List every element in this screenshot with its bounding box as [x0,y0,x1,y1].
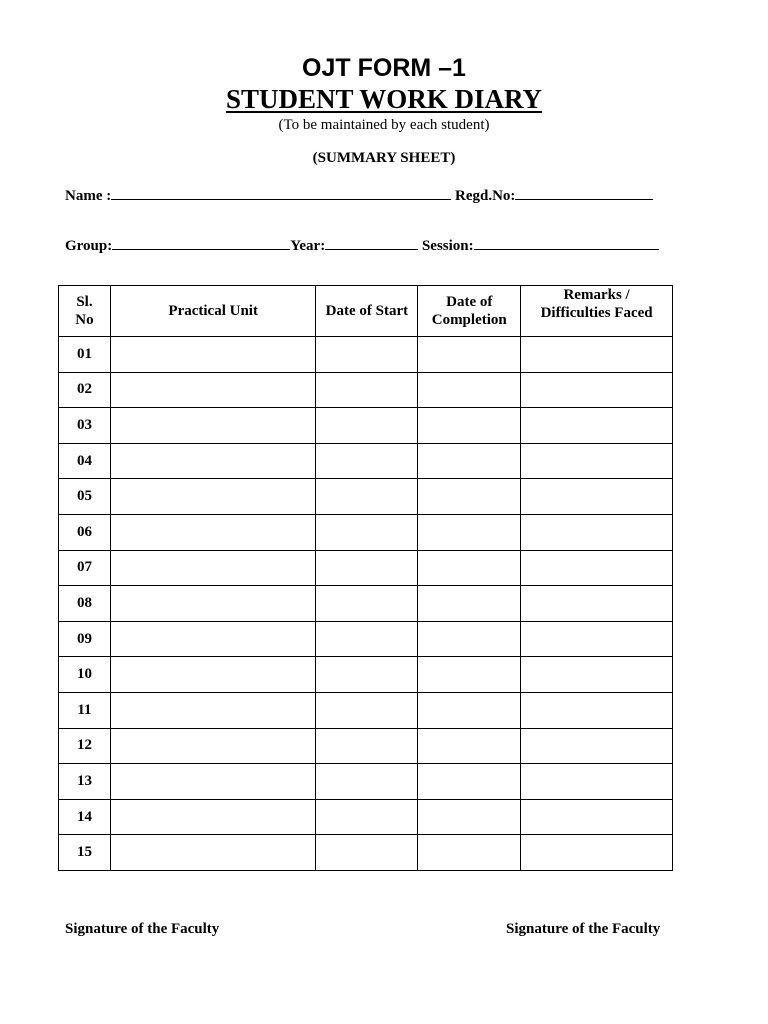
row-sl-no: 06 [59,514,111,550]
row-sl-no: 11 [59,692,111,728]
name-regd-row [65,185,653,205]
practical-unit-cell[interactable] [110,764,316,800]
date-completion-cell[interactable] [418,835,521,871]
practical-unit-cell[interactable] [110,443,316,479]
date-start-cell[interactable] [316,764,418,800]
table-header-row [59,286,673,337]
date-start-cell[interactable] [316,479,418,515]
practical-unit-cell[interactable] [110,479,316,515]
practical-unit-cell[interactable] [110,692,316,728]
date-completion-cell[interactable] [418,621,521,657]
remarks-cell[interactable] [521,372,673,408]
table-row [59,799,673,835]
faculty-signature-right: Signature of the Faculty [506,921,661,937]
header-sl-no: Sl. No [59,286,111,337]
remarks-cell[interactable] [521,550,673,586]
row-sl-no: 10 [59,657,111,693]
header-date-start: Date of Start [316,286,418,337]
practical-unit-cell[interactable] [110,586,316,622]
date-completion-cell[interactable] [418,764,521,800]
header-remarks: Remarks / Difficulties Faced [521,286,673,337]
year-label: Year: [290,238,326,254]
date-completion-cell[interactable] [418,692,521,728]
row-sl-no: 07 [59,550,111,586]
remarks-cell[interactable] [521,443,673,479]
practical-unit-cell[interactable] [110,835,316,871]
date-completion-cell[interactable] [418,550,521,586]
name-label: Name : [65,188,112,204]
remarks-cell[interactable] [521,764,673,800]
date-start-cell[interactable] [316,337,418,373]
table-row [59,586,673,622]
row-sl-no: 05 [59,479,111,515]
date-completion-cell[interactable] [418,728,521,764]
date-completion-cell[interactable] [418,408,521,444]
session-label: Session: [421,238,474,254]
remarks-cell[interactable] [521,514,673,550]
row-sl-no: 08 [59,586,111,622]
remarks-cell[interactable] [521,835,673,871]
table-row [59,621,673,657]
header-date-completion: Date of Completion [418,286,521,337]
form-number: OJT FORM –1 [302,54,466,82]
remarks-cell[interactable] [521,621,673,657]
group-field[interactable] [112,235,290,250]
date-start-cell[interactable] [316,372,418,408]
remarks-cell[interactable] [521,692,673,728]
year-field[interactable] [325,235,418,250]
row-sl-no: 02 [59,372,111,408]
practical-unit-cell[interactable] [110,408,316,444]
date-completion-cell[interactable] [418,372,521,408]
table-body [59,337,673,871]
date-start-cell[interactable] [316,586,418,622]
date-start-cell[interactable] [316,799,418,835]
date-start-cell[interactable] [316,657,418,693]
summary-table [58,285,673,871]
table-row [59,692,673,728]
remarks-cell[interactable] [521,657,673,693]
date-completion-cell[interactable] [418,514,521,550]
practical-unit-cell[interactable] [110,799,316,835]
row-sl-no: 15 [59,835,111,871]
page-title: STUDENT WORK DIARY [225,84,543,114]
date-completion-cell[interactable] [418,657,521,693]
table-row [59,479,673,515]
practical-unit-cell[interactable] [110,550,316,586]
table-row [59,550,673,586]
date-start-cell[interactable] [316,550,418,586]
date-start-cell[interactable] [316,692,418,728]
faculty-signature-left: Signature of the Faculty [65,921,220,937]
row-sl-no: 09 [59,621,111,657]
table-row [59,728,673,764]
table-row [59,372,673,408]
date-start-cell[interactable] [316,835,418,871]
date-completion-cell[interactable] [418,799,521,835]
table-row [59,443,673,479]
date-completion-cell[interactable] [418,337,521,373]
table-row [59,764,673,800]
summary-heading: (SUMMARY SHEET) [312,150,456,166]
remarks-cell[interactable] [521,408,673,444]
remarks-cell[interactable] [521,337,673,373]
table-row [59,337,673,373]
practical-unit-cell[interactable] [110,657,316,693]
group-label: Group: [65,238,113,254]
group-year-session-row [65,235,659,255]
row-sl-no: 04 [59,443,111,479]
practical-unit-cell[interactable] [110,514,316,550]
date-start-cell[interactable] [316,443,418,479]
date-start-cell[interactable] [316,621,418,657]
row-sl-no: 14 [59,799,111,835]
remarks-cell[interactable] [521,728,673,764]
remarks-cell[interactable] [521,479,673,515]
row-sl-no: 12 [59,728,111,764]
session-field[interactable] [474,235,659,250]
table-row [59,835,673,871]
table-row [59,657,673,693]
header-practical-unit: Practical Unit [110,286,316,337]
date-start-cell[interactable] [316,514,418,550]
practical-unit-cell[interactable] [110,372,316,408]
page-subtitle: (To be maintained by each student) [278,117,490,133]
regd-label: Regd.No: [454,188,516,204]
remarks-cell[interactable] [521,799,673,835]
date-start-cell[interactable] [316,728,418,764]
row-sl-no: 03 [59,408,111,444]
practical-unit-cell[interactable] [110,728,316,764]
date-completion-cell[interactable] [418,443,521,479]
practical-unit-cell[interactable] [110,337,316,373]
row-sl-no: 13 [59,764,111,800]
date-completion-cell[interactable] [418,586,521,622]
table-row [59,514,673,550]
practical-unit-cell[interactable] [110,621,316,657]
remarks-cell[interactable] [521,586,673,622]
table-row [59,408,673,444]
date-start-cell[interactable] [316,408,418,444]
date-completion-cell[interactable] [418,479,521,515]
row-sl-no: 01 [59,337,111,373]
name-field[interactable] [111,185,451,200]
regd-field[interactable] [515,185,653,200]
